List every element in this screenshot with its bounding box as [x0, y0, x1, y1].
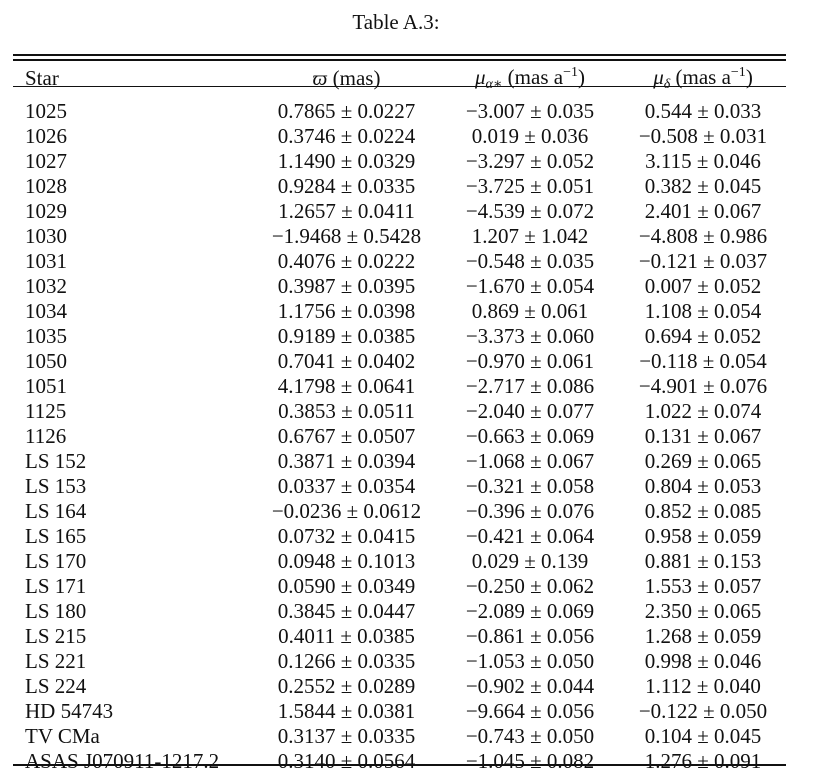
table-row	[13, 324, 786, 349]
star-name-cell: LS 224	[25, 674, 87, 698]
parallax-cell: 0.7041 ± 0.0402	[277, 349, 416, 373]
table-row	[13, 149, 786, 174]
pmra-cell: −2.089 ± 0.069	[465, 599, 595, 623]
star-name-cell: LS 180	[25, 599, 87, 623]
parallax-cell: 0.3137 ± 0.0335	[277, 724, 416, 748]
parallax-cell: 4.1798 ± 0.0641	[277, 374, 416, 398]
pmdec-cell: 0.104 ± 0.045	[644, 724, 762, 748]
star-name-cell: ASAS J070911-1217.2	[25, 749, 220, 773]
table-row	[13, 724, 786, 749]
pmdec-cell: 3.115 ± 0.046	[645, 149, 761, 173]
table-row	[13, 549, 786, 574]
pmdec-cell: 0.998 ± 0.046	[644, 649, 762, 673]
parallax-cell: 1.1490 ± 0.0329	[277, 149, 416, 173]
pmdec-cell: 0.269 ± 0.065	[644, 449, 762, 473]
parallax-cell: 0.0732 ± 0.0415	[277, 524, 416, 548]
pmra-unit-pre: (mas a	[507, 65, 564, 89]
table-row	[13, 97, 786, 124]
star-name-cell: LS 152	[25, 449, 87, 473]
parallax-cell: 0.7865 ± 0.0227	[277, 99, 416, 123]
table-row	[13, 524, 786, 549]
pmra-cell: −3.007 ± 0.035	[465, 99, 595, 123]
pmdec-cell: 0.958 ± 0.059	[644, 524, 762, 548]
pmra-cell: −0.902 ± 0.044	[465, 674, 595, 698]
pmra-cell: −1.068 ± 0.067	[465, 449, 595, 473]
pmdec-cell: 0.544 ± 0.033	[644, 99, 762, 123]
pmra-cell: −9.664 ± 0.056	[465, 699, 595, 723]
table-row	[13, 499, 786, 524]
star-name-cell: 1050	[25, 349, 67, 373]
parallax-cell: 1.1756 ± 0.0398	[277, 299, 416, 323]
parallax-cell: 0.0948 ± 0.1013	[277, 549, 416, 573]
pmra-cell: −4.539 ± 0.072	[465, 199, 595, 223]
pmra-cell: −1.045 ± 0.082	[465, 749, 595, 773]
pmra-cell: −0.548 ± 0.035	[465, 249, 595, 273]
pmdec-cell: 0.694 ± 0.052	[644, 324, 762, 348]
parallax-cell: 0.2552 ± 0.0289	[277, 674, 416, 698]
table-row	[13, 449, 786, 474]
pmra-symbol: μ	[475, 65, 486, 89]
pmra-cell: −1.053 ± 0.050	[465, 649, 595, 673]
star-name-cell: LS 164	[25, 499, 87, 523]
table-row	[13, 599, 786, 624]
star-name-cell: 1028	[25, 174, 67, 198]
table-row	[13, 199, 786, 224]
table-row	[13, 674, 786, 699]
pmdec-unit-post: )	[745, 65, 753, 89]
pmdec-cell: −4.901 ± 0.076	[638, 374, 768, 398]
table-body	[13, 97, 786, 774]
star-name-cell: LS 215	[25, 624, 87, 648]
pmra-cell: −0.396 ± 0.076	[465, 499, 595, 523]
table-row	[13, 749, 786, 774]
table-caption: Table A.3:	[352, 10, 440, 34]
star-name-cell: 1126	[25, 424, 67, 448]
pmdec-cell: 2.401 ± 0.067	[644, 199, 762, 223]
pmdec-cell: 2.350 ± 0.065	[644, 599, 762, 623]
parallax-cell: 0.0337 ± 0.0354	[277, 474, 416, 498]
parallax-cell: 0.4076 ± 0.0222	[277, 249, 416, 273]
table-row	[13, 699, 786, 724]
pmdec-cell: 0.131 ± 0.067	[644, 424, 762, 448]
table-row	[13, 174, 786, 199]
pmdec-cell: −0.118 ± 0.054	[639, 349, 767, 373]
parallax-cell: 0.9189 ± 0.0385	[277, 324, 416, 348]
pmdec-cell: 1.276 ± 0.091	[644, 749, 762, 773]
star-name-cell: LS 170	[25, 549, 87, 573]
header-pmra	[440, 60, 620, 97]
pmdec-cell: −0.508 ± 0.031	[638, 124, 768, 148]
table-row	[13, 624, 786, 649]
header-row	[13, 60, 786, 97]
star-name-cell: 1032	[25, 274, 67, 298]
star-name-cell: 1034	[25, 299, 67, 323]
pmra-cell: −0.743 ± 0.050	[465, 724, 595, 748]
parallax-cell: −0.0236 ± 0.0612	[271, 499, 422, 523]
pmra-cell: −0.861 ± 0.056	[465, 624, 595, 648]
parallax-cell: 0.6767 ± 0.0507	[277, 424, 416, 448]
pmra-cell: 0.869 ± 0.061	[471, 299, 589, 323]
parallax-cell: 0.3845 ± 0.0447	[277, 599, 416, 623]
pmra-unit-sup: −1	[563, 65, 578, 80]
pmra-subscript: α∗	[485, 77, 503, 92]
pmra-cell: −0.970 ± 0.061	[465, 349, 595, 373]
parallax-unit: (mas)	[332, 66, 381, 90]
star-name-cell: LS 165	[25, 524, 87, 548]
parallax-cell: 0.4011 ± 0.0385	[278, 624, 415, 648]
star-name-cell: LS 171	[25, 574, 87, 598]
star-name-cell: 1035	[25, 324, 67, 348]
parallax-cell: 0.3140 ± 0.0564	[277, 749, 416, 773]
pmdec-cell: 0.382 ± 0.045	[644, 174, 762, 198]
star-name-cell: 1029	[25, 199, 67, 223]
header-star: Star	[25, 66, 59, 90]
pmdec-subscript: δ	[663, 77, 671, 92]
pmdec-cell: −4.808 ± 0.986	[638, 224, 768, 248]
table-row	[13, 474, 786, 499]
pmdec-cell: 1.268 ± 0.059	[644, 624, 762, 648]
pmdec-cell: 0.852 ± 0.085	[644, 499, 762, 523]
pmra-cell: −3.725 ± 0.051	[465, 174, 595, 198]
star-name-cell: 1027	[25, 149, 67, 173]
table-row	[13, 274, 786, 299]
table-row	[13, 399, 786, 424]
pmdec-cell: 0.007 ± 0.052	[644, 274, 762, 298]
pmdec-cell: −0.121 ± 0.037	[638, 249, 768, 273]
parallax-symbol: ϖ	[312, 66, 328, 90]
table-row	[13, 424, 786, 449]
pmdec-cell: 1.553 ± 0.057	[644, 574, 762, 598]
parallax-cell: 0.3746 ± 0.0224	[277, 124, 416, 148]
parallax-cell: 1.2657 ± 0.0411	[278, 199, 415, 223]
parallax-cell: 0.3871 ± 0.0394	[277, 449, 416, 473]
pmdec-cell: 1.108 ± 0.054	[644, 299, 762, 323]
pmra-cell: −3.373 ± 0.060	[465, 324, 595, 348]
table-row	[13, 574, 786, 599]
table-row	[13, 224, 786, 249]
header-pmdec	[620, 60, 786, 97]
parallax-cell: 0.0590 ± 0.0349	[277, 574, 416, 598]
header-parallax	[253, 60, 440, 97]
pmra-cell: −0.321 ± 0.058	[465, 474, 595, 498]
pmra-cell: 0.019 ± 0.036	[471, 124, 589, 148]
table-row	[13, 299, 786, 324]
star-name-cell: 1051	[25, 374, 67, 398]
pmdec-cell: 0.881 ± 0.153	[644, 549, 762, 573]
star-name-cell: LS 221	[25, 649, 87, 673]
pmdec-cell: −0.122 ± 0.050	[638, 699, 768, 723]
table-row	[13, 349, 786, 374]
star-name-cell: 1026	[25, 124, 67, 148]
pmra-cell: −0.663 ± 0.069	[465, 424, 595, 448]
pmra-unit-post: )	[577, 65, 585, 89]
star-name-cell: 1125	[25, 399, 67, 423]
pmdec-cell: 1.022 ± 0.074	[644, 399, 762, 423]
top-rule-upper	[13, 54, 786, 56]
data-table	[13, 60, 786, 774]
table-row	[13, 249, 786, 274]
table-row	[13, 124, 786, 149]
parallax-cell: 0.9284 ± 0.0335	[277, 174, 416, 198]
pmra-cell: −2.717 ± 0.086	[465, 374, 595, 398]
pmra-cell: −2.040 ± 0.077	[465, 399, 595, 423]
table-row	[13, 374, 786, 399]
star-name-cell: LS 153	[25, 474, 87, 498]
pmra-cell: −0.250 ± 0.062	[465, 574, 595, 598]
star-name-cell: TV CMa	[25, 724, 100, 748]
pmra-cell: −1.670 ± 0.054	[465, 274, 595, 298]
table-row	[13, 649, 786, 674]
pmra-cell: 1.207 ± 1.042	[471, 224, 589, 248]
parallax-cell: 0.3853 ± 0.0511	[278, 399, 415, 423]
parallax-cell: 0.3987 ± 0.0395	[277, 274, 416, 298]
parallax-cell: 1.5844 ± 0.0381	[277, 699, 416, 723]
star-name-cell: 1030	[25, 224, 67, 248]
pmra-cell: −3.297 ± 0.052	[465, 149, 595, 173]
pmdec-cell: 1.112 ± 0.040	[645, 674, 761, 698]
pmdec-unit-sup: −1	[730, 65, 746, 80]
pmra-cell: −0.421 ± 0.064	[465, 524, 595, 548]
star-name-cell: 1031	[25, 249, 67, 273]
pmdec-unit-pre: (mas a	[675, 65, 731, 89]
pmra-cell: 0.029 ± 0.139	[471, 549, 589, 573]
pmdec-cell: 0.804 ± 0.053	[644, 474, 762, 498]
parallax-cell: 0.1266 ± 0.0335	[277, 649, 416, 673]
star-name-cell: 1025	[25, 99, 67, 123]
parallax-cell: −1.9468 ± 0.5428	[271, 224, 422, 248]
star-name-cell: HD 54743	[25, 699, 114, 723]
pmdec-symbol: μ	[653, 65, 664, 89]
